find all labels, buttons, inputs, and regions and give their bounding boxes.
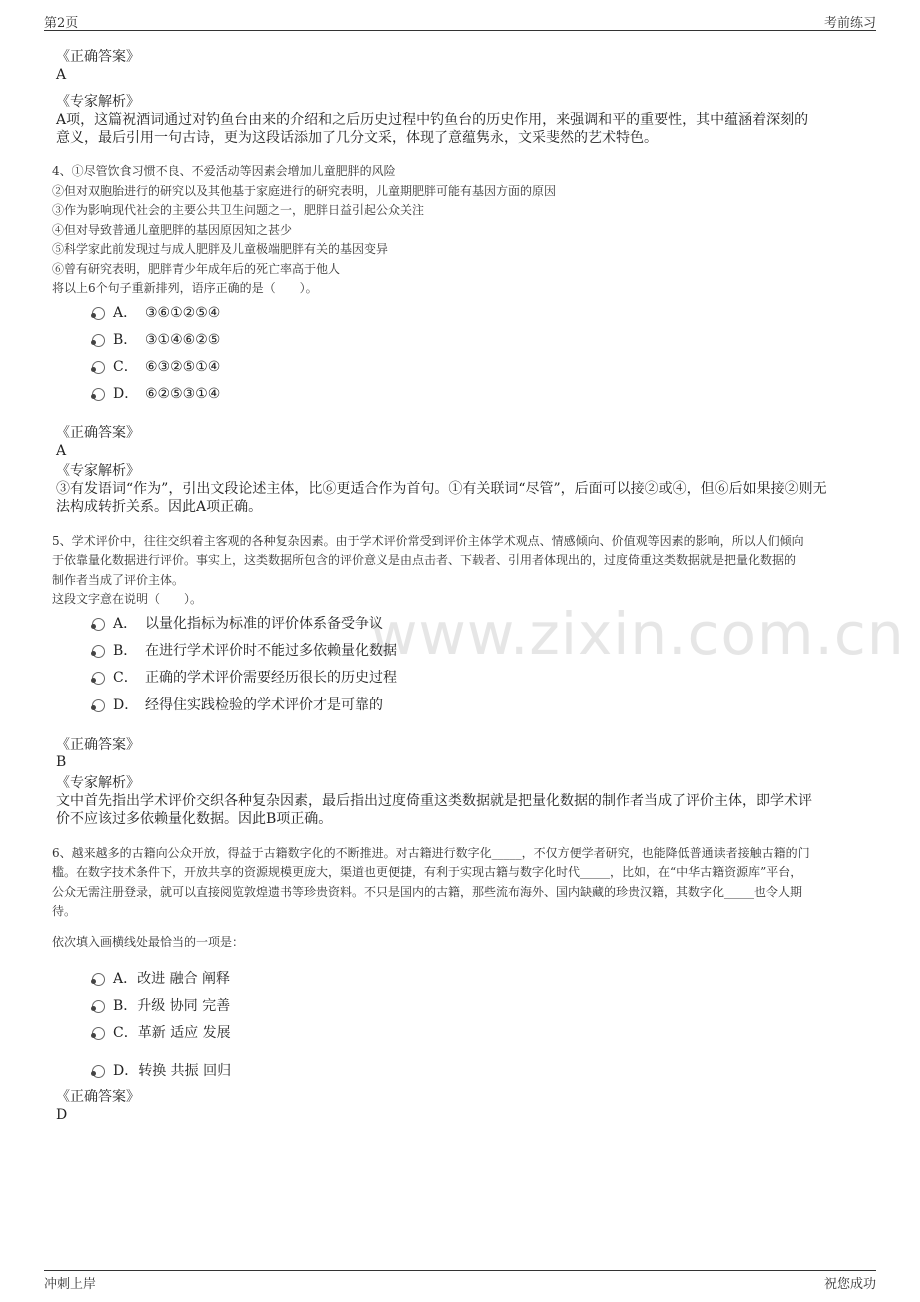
header-title: 考前练习 [823, 16, 876, 31]
radio-icon[interactable] [92, 334, 105, 347]
option-d[interactable]: D． 经得住实践检验的学术评价才是可靠的 [92, 694, 383, 714]
answer-label: 《正确答案》 [56, 49, 140, 65]
answer-value: A [56, 443, 67, 459]
answer-label: 《正确答案》 [56, 425, 140, 441]
question-prompt: 将以上6个句子重新排列，语序正确的是（ ）。 [52, 281, 318, 295]
analysis-label: 《专家解析》 [56, 94, 140, 110]
answer-label: 《正确答案》 [56, 1089, 140, 1105]
option-c[interactable]: C．革新 适应 发展 [92, 1022, 231, 1042]
footer-right: 祝您成功 [823, 1277, 876, 1292]
analysis-label: 《专家解析》 [56, 775, 140, 791]
page-footer [44, 1270, 876, 1295]
radio-icon[interactable] [92, 1065, 105, 1078]
answer-value: D [56, 1107, 68, 1123]
radio-icon[interactable] [92, 699, 105, 712]
analysis-label: 《专家解析》 [56, 463, 140, 479]
analysis-line: 法构成转折关系。因此A项正确。 [56, 499, 263, 515]
answer-value: B [56, 754, 67, 770]
page-header [44, 10, 876, 31]
option-a[interactable]: A． 以量化指标为标准的评价体系备受争议 [92, 613, 383, 633]
option-a[interactable]: A．改进 融合 阐释 [92, 968, 230, 988]
radio-icon[interactable] [92, 388, 105, 401]
option-d[interactable]: D．转换 共振 回归 [92, 1060, 231, 1080]
analysis-line: A项，这篇祝酒词通过对钓鱼台由来的介绍和之后历史过程中钓鱼台的历史作用，来强调和平的重要性，其中蕴涵着深刻的 [56, 112, 809, 128]
option-c[interactable]: C． 正确的学术评价需要经历很长的历史过程 [92, 667, 397, 687]
question-stem: 6、越来越多的古籍向公众开放，得益于古籍数字化的不断推进。对古籍进行数字化_____，不仅方便学者研究，也能降低普通读者接触古籍的门 [52, 846, 810, 860]
question-stem: 槛。在数字技术条件下，开放共享的资源规模更庞大，渠道也更便捷，有利于实现古籍与数字化时代_____，比如，在“中华古籍资源库”平台， [52, 865, 803, 879]
radio-icon[interactable] [92, 307, 105, 320]
question-stem: 5、学术评价中，往往交织着主客观的各种复杂因素。由于学术评价常受到评价主体学术观点、情感倾向、价值观等因素的影响，所以人们倾向 [52, 534, 804, 548]
analysis-line: ③有发语词“作为”，引出文段论述主体，比⑥更适合作为首句。①有关联词“尽管”，后面可以接②或④，但⑥后如果接②则无 [56, 481, 827, 497]
question-stem: 制作者当成了评价主体。 [52, 573, 185, 587]
option-b[interactable]: B．升级 协同 完善 [92, 995, 230, 1015]
question-stem: 4、①尽管饮食习惯不良、不爱活动等因素会增加儿童肥胖的风险 [52, 164, 396, 178]
footer-left: 冲刺上岸 [44, 1277, 97, 1292]
option-d[interactable]: D． ⑥②⑤③①④ [92, 383, 220, 403]
question-prompt: 这段文字意在说明（ ）。 [52, 592, 203, 606]
radio-icon[interactable] [92, 645, 105, 658]
analysis-line: 价不应该过多依赖量化数据。因此B项正确。 [56, 811, 333, 827]
option-b[interactable]: B． ③①④⑥②⑤ [92, 329, 220, 349]
question-stem: ②但对双胞胎进行的研究以及其他基于家庭进行的研究表明，儿童期肥胖可能有基因方面的原因 [52, 184, 557, 198]
radio-icon[interactable] [92, 618, 105, 631]
question-stem: 公众无需注册登录，就可以直接阅览敦煌遗书等珍贵资料。不只是国内的古籍，那些流布海外、国内缺藏的珍贵汉籍，其数字化_____也令人期 [52, 885, 803, 899]
question-stem: ⑥曾有研究表明，肥胖青少年成年后的死亡率高于他人 [52, 262, 341, 276]
radio-icon[interactable] [92, 361, 105, 374]
option-b[interactable]: B． 在进行学术评价时不能过多依赖量化数据 [92, 640, 397, 660]
watermark: www.zixin.com.cn [370, 600, 905, 668]
question-stem: 于依靠量化数据进行评价。事实上，这类数据所包含的评价意义是由点击者、下载者、引用者体现出的，过度倚重这类数据就是把量化数据的 [52, 553, 797, 567]
radio-icon[interactable] [92, 672, 105, 685]
question-stem: ⑤科学家此前发现过与成人肥胖及儿童极端肥胖有关的基因变异 [52, 242, 389, 256]
option-a[interactable]: A． ③⑥①②⑤④ [92, 302, 220, 322]
question-stem: ④但对导致普通儿童肥胖的基因原因知之甚少 [52, 223, 293, 237]
analysis-line: 意义，最后引用一句古诗，更为这段话添加了几分文采，体现了意蕴隽永，文采斐然的艺术特色。 [56, 130, 658, 146]
answer-label: 《正确答案》 [56, 737, 140, 753]
radio-icon[interactable] [92, 1000, 105, 1013]
option-c[interactable]: C． ⑥③②⑤①④ [92, 356, 220, 376]
radio-icon[interactable] [92, 1027, 105, 1040]
radio-icon[interactable] [92, 973, 105, 986]
answer-value: A [56, 67, 67, 83]
question-stem: 待。 [52, 904, 77, 918]
question-prompt: 依次填入画横线处最恰当的一项是： [52, 935, 245, 949]
question-stem: ③作为影响现代社会的主要公共卫生问题之一，肥胖日益引起公众关注 [52, 203, 425, 217]
analysis-line: 文中首先指出学术评价交织各种复杂因素，最后指出过度倚重这类数据就是把量化数据的制作者当成了评价主体，即学术评 [56, 793, 812, 809]
page-number: 第2页 [44, 16, 79, 31]
